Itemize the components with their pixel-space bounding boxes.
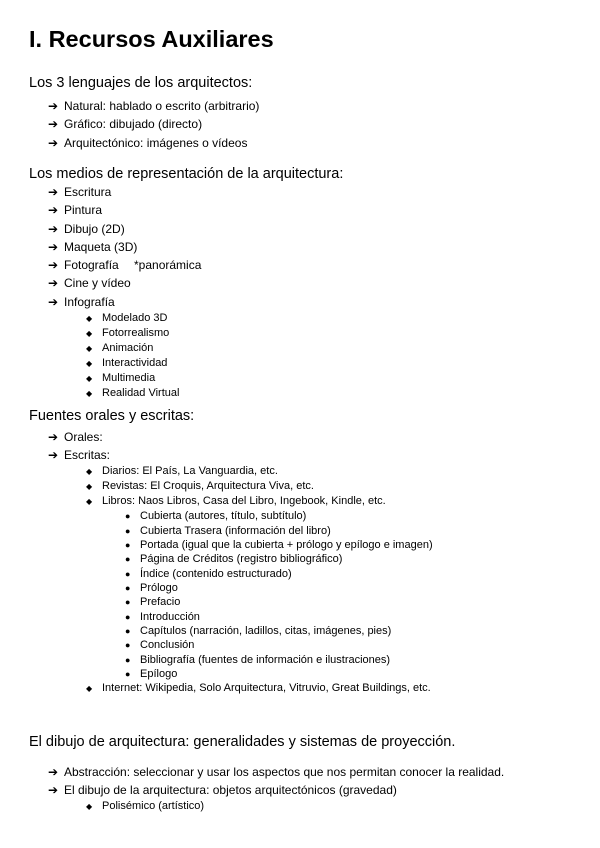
list-item: ● Capítulos (narración, ladillos, citas, imágenes, pies) [125, 625, 392, 638]
list-item: ➔ Cine y vídeo [48, 276, 131, 291]
list-item: ➔ Gráfico: dibujado (directo) [48, 117, 203, 132]
arrow-icon: ➔ [48, 99, 59, 113]
diamond-icon: ◆ [86, 482, 93, 492]
list-item: ● Portada (igual que la cubierta + prólogo y epílogo e imagen) [125, 538, 433, 551]
list-item: ➔ Dibujo (2D) [48, 221, 125, 236]
list-item: ● Prólogo [125, 582, 178, 595]
arrow-icon: ➔ [48, 294, 59, 309]
diamond-icon: ◆ [86, 313, 93, 323]
arrow-icon: ➔ [48, 258, 59, 273]
lenguajes-list [48, 97, 259, 152]
list-item: ◆ Modelado 3D [86, 311, 168, 324]
list-item: ➔ Orales: [48, 430, 103, 444]
diamond-icon: ◆ [86, 373, 93, 383]
bullet-icon: ● [125, 568, 131, 579]
diamond-icon: ◆ [86, 497, 93, 507]
bullet-icon: ● [125, 654, 131, 665]
bullet-icon: ● [125, 539, 131, 550]
list-item: ◆ Realidad Virtual [86, 386, 180, 399]
medios-list [48, 183, 202, 401]
list-item: ➔ El dibujo de la arquitectura: objetos arquitectónicos (gravedad) ◆ Polisémico (artístico) [48, 781, 504, 814]
list-item: ● Prefacio [125, 596, 181, 609]
list-item: ◆ Internet: Wikipedia, Solo Arquitectura, Vitruvio, Great Buildings, etc. [86, 682, 431, 695]
dibujo-sublist [84, 799, 524, 814]
arrow-icon: ➔ [48, 276, 59, 291]
section-heading-fuentes: Fuentes orales y escritas: [29, 408, 195, 424]
bullet-icon: ● [125, 626, 131, 637]
arrow-icon: ➔ [48, 221, 59, 236]
list-item: ◆ Revistas: El Croquis, Arquitectura Viva, etc. [86, 480, 314, 493]
diamond-icon: ◆ [86, 358, 93, 368]
list-item: ● Cubierta Trasera (información del libro) [125, 524, 331, 537]
list-item: ➔ Escritas: ◆ Diarios: El País, La Vanguardia, etc. ◆ Revistas: El Croquis, Arquitectura Viva, etc. ◆ Libros: Naos Libros, Casa del Libro, Ingebook, Kindle, etc. ● Cubierta (autores, título, subtítulo) ● Cubierta Trasera (información del libro) ● Portada (igual que la cubierta + prólogo y epílogo e imagen) ● Página de Créditos (registro bibliográfico) ● Índice (contenido estructurado) ● Prólogo ● Prefacio ● Introducción ● Capítulos (narración, ladillos, citas, imágenes, pies) ● Conclusión ● Bibliografía (fuentes de información e ilustraciones) ● Epílogo ◆ Internet: Wikipedia, Solo Arquitectura, Vitruvio, Great Buildings, etc. [48, 446, 411, 696]
list-item: ● Página de Créditos (registro bibliográfico) [125, 553, 343, 566]
list-item: ● Introducción [125, 610, 200, 623]
arrow-icon: ➔ [48, 185, 59, 199]
infografia-list [84, 311, 179, 401]
list-item: ◆ Interactividad [86, 356, 168, 369]
arrow-icon: ➔ [48, 765, 59, 779]
list-item: ● Conclusión [125, 639, 195, 652]
diamond-icon: ◆ [86, 684, 93, 694]
page-title: I. Recursos Auxiliares [29, 26, 274, 52]
list-item: ◆ Fotorrealismo [86, 326, 170, 339]
list-item: ➔ Escritura [48, 185, 112, 199]
arrow-icon: ➔ [48, 203, 59, 218]
bullet-icon: ● [125, 597, 131, 608]
bullet-icon: ● [125, 669, 131, 680]
list-item: ◆ Polisémico (artístico) [86, 800, 205, 813]
arrow-icon: ➔ [48, 117, 59, 132]
list-item: ➔ Abstracción: seleccionar y usar los aspectos que nos permitan conocer la realidad. [48, 765, 505, 779]
bullet-icon: ● [125, 511, 131, 522]
bullet-icon: ● [125, 640, 131, 651]
list-item: ● Bibliografía (fuentes de información e ilustraciones) [125, 653, 391, 666]
arrow-icon: ➔ [48, 430, 59, 444]
list-item: ➔ Natural: hablado o escrito (arbitrario) [48, 99, 260, 113]
list-item: ● Índice (contenido estructurado) [125, 567, 292, 580]
list-item: ➔ Fotografía *panorámica [48, 258, 202, 273]
diamond-icon: ◆ [86, 802, 93, 812]
list-item: ➔ Maqueta (3D) [48, 239, 138, 254]
bullet-icon: ● [125, 611, 131, 622]
section-heading-medios: Los medios de representación de la arquitectura: [29, 166, 344, 182]
list-item: ◆ Libros: Naos Libros, Casa del Libro, Ingebook, Kindle, etc. ● Cubierta (autores, título, subtítulo) ● Cubierta Trasera (información del libro) ● Portada (igual que la cubierta + prólogo y epílogo e imagen) ● Página de Créditos (registro bibliográfico) ● Índice (contenido estructurado) ● Prólogo ● Prefacio ● Introducción ● Capítulos (narración, ladillos, citas, imágenes, pies) ● Conclusión ● Bibliografía (fuentes de información e ilustraciones) ● Epílogo [84, 494, 431, 681]
list-item: ● Epílogo [125, 668, 178, 681]
panoramica-note: *panorámica [134, 258, 202, 273]
diamond-icon: ◆ [86, 467, 93, 477]
list-item: ● Cubierta (autores, título, subtítulo) [125, 510, 307, 523]
dibujo-list [48, 763, 504, 814]
arrow-icon: ➔ [48, 239, 59, 254]
bullet-icon: ● [125, 583, 131, 594]
list-item: ➔ Pintura [48, 203, 103, 218]
arrow-icon: ➔ [48, 783, 59, 798]
escritas-list [84, 464, 431, 696]
section-heading-dibujo: El dibujo de arquitectura: generalidades y sistemas de proyección. [29, 734, 456, 750]
diamond-icon: ◆ [86, 343, 93, 353]
list-item: ➔ Arquitectónico: imágenes o vídeos [48, 135, 248, 150]
list-item: ◆ Multimedia [86, 371, 156, 384]
section-heading-lenguajes: Los 3 lenguajes de los arquitectos: [29, 75, 253, 91]
arrow-icon: ➔ [48, 135, 59, 150]
arrow-icon: ➔ [48, 448, 59, 463]
bullet-icon: ● [125, 554, 131, 565]
diamond-icon: ◆ [86, 328, 93, 338]
list-item: ◆ Animación [86, 341, 154, 354]
diamond-icon: ◆ [86, 388, 93, 398]
fuentes-list [48, 428, 433, 696]
bullet-icon: ● [125, 525, 131, 536]
libros-list [122, 509, 451, 681]
list-item: ◆ Diarios: El País, La Vanguardia, etc. [86, 465, 278, 478]
list-item: ➔ Infografía ◆ Modelado 3D ◆ Fotorrealismo ◆ Animación ◆ Interactividad ◆ Multimedia ◆ Realidad Virtual [48, 294, 180, 399]
